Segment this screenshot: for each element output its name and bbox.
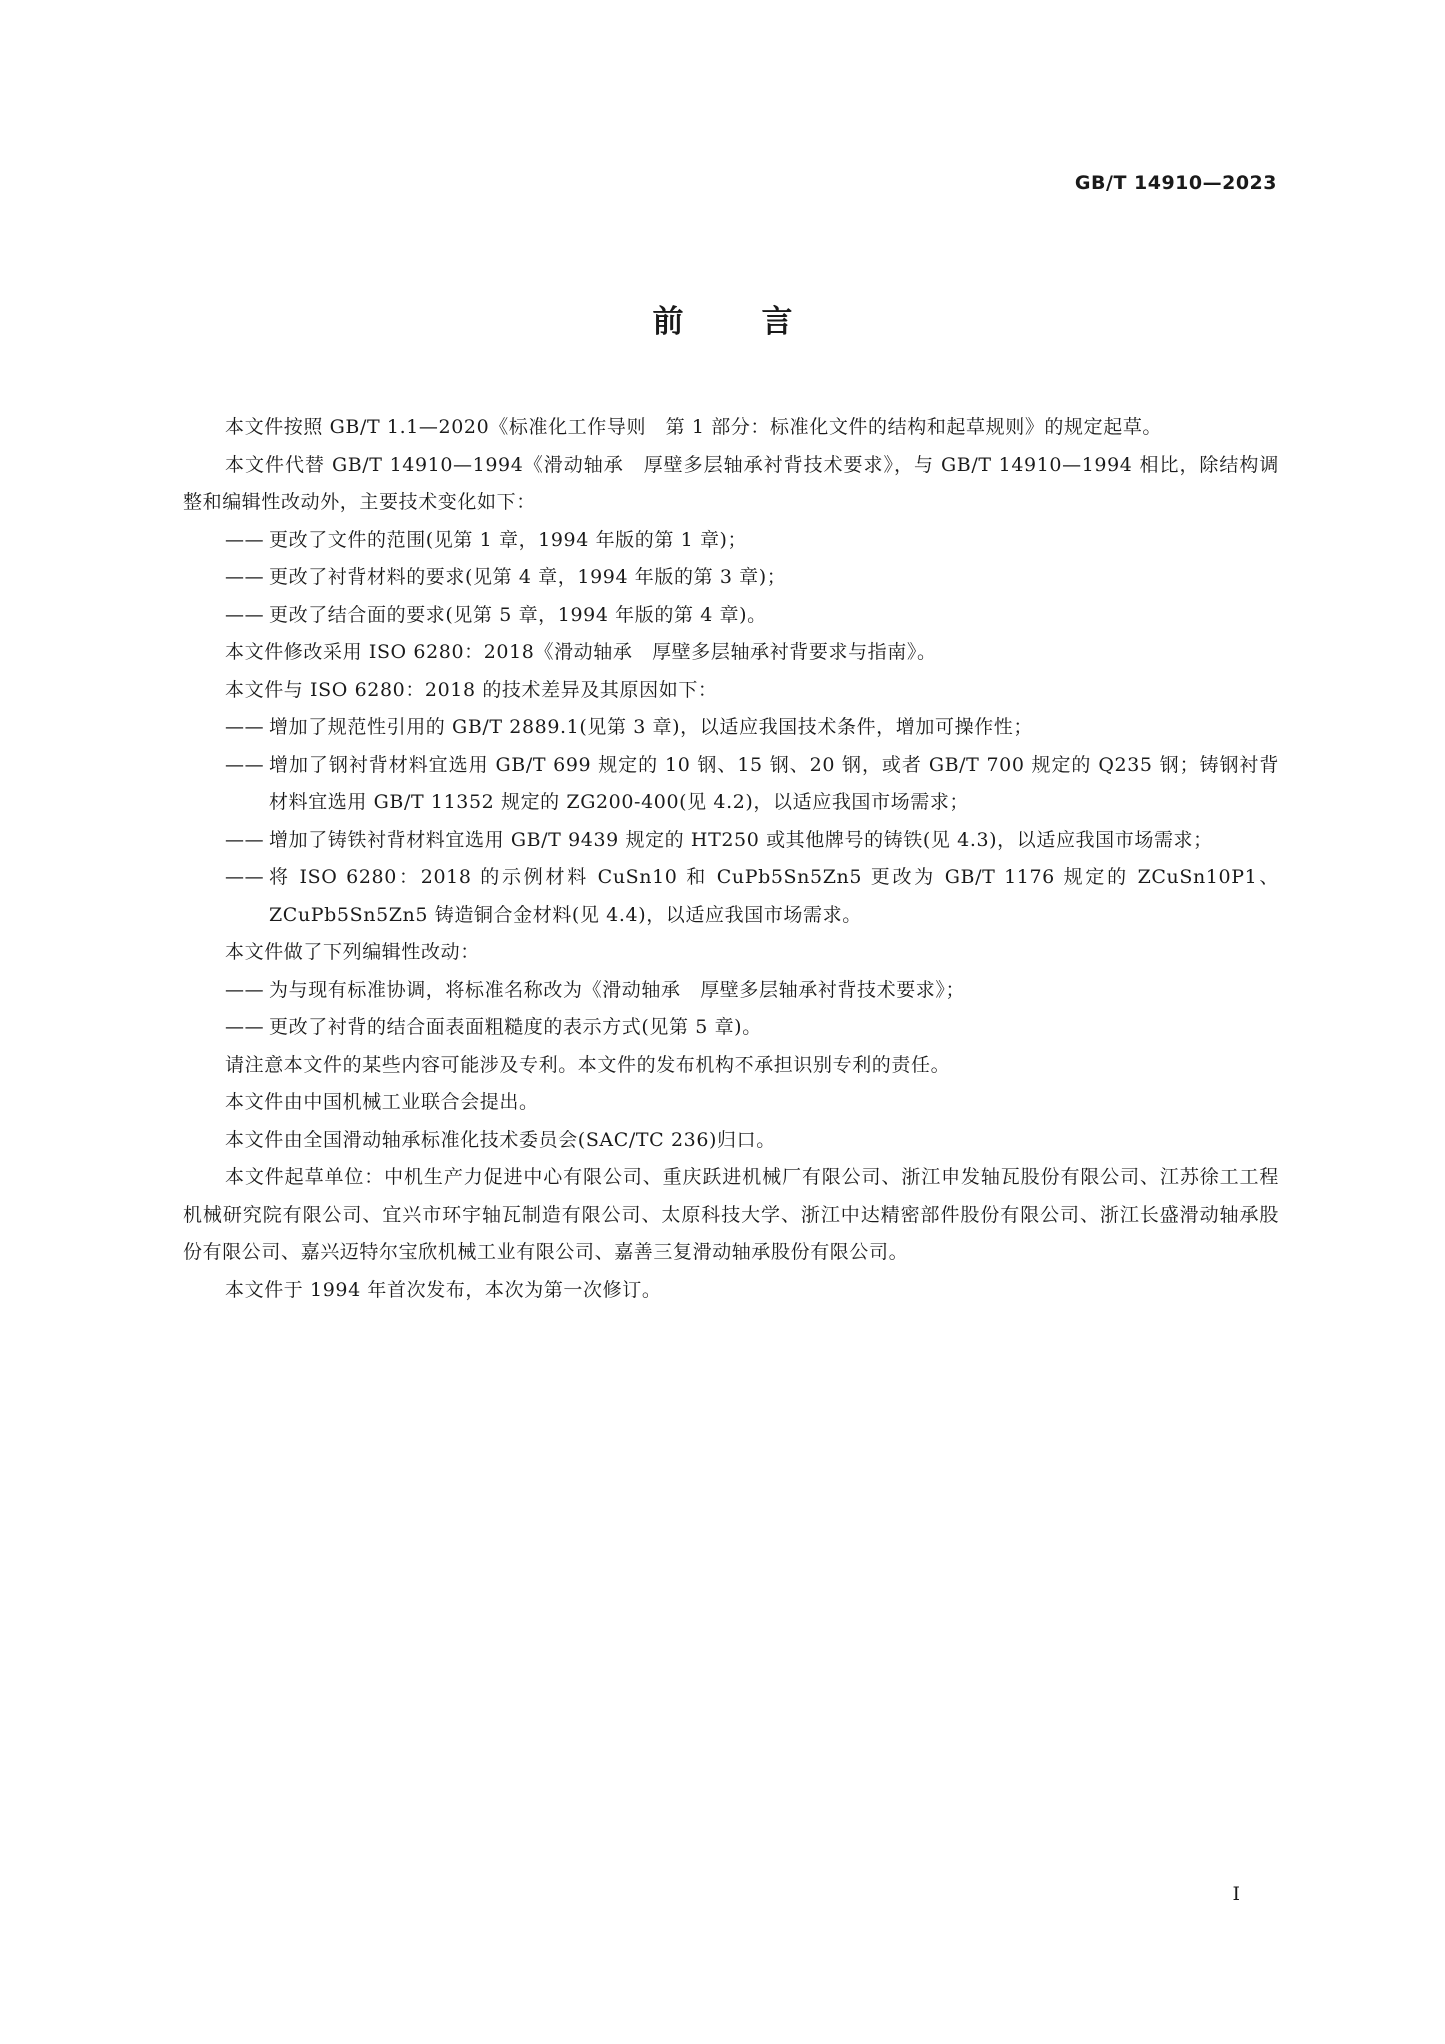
paragraph: 本文件由中国机械工业联合会提出。 [225,1091,539,1113]
list-item [183,1009,1279,1047]
list-item-text: 增加了钢衬背材料宜选用 GB/T 699 规定的 10 钢、15 钢、20 钢，或者 GB/T 700 规定的 Q235 钢；铸钢衬背材料宜选用 GB/T 11352 规定的 ZG200-400(见 4.2)，以适应我国市场需求； [269,753,1279,813]
paragraph: 本文件按照 GB/T 1.1—2020《标准化工作导则 第 1 部分：标准化文件的结构和起草规则》的规定起草。 [225,416,1163,438]
list-item [183,597,1279,635]
list-item [183,859,1279,934]
paragraph: 本文件于 1994 年首次发布，本次为第一次修订。 [225,1278,662,1301]
document-code: GB/T 14910—2023 [1074,172,1277,194]
preface-body [183,409,1279,1309]
dash-marker: —— [225,1016,265,1038]
list-item-text: 增加了铸铁衬背材料宜选用 GB/T 9439 规定的 HT250 或其他牌号的铸铁(见 4.3)，以适应我国市场需求； [269,828,1213,851]
dash-marker: —— [225,566,265,588]
list-item-text: 为与现有标准协调，将标准名称改为《滑动轴承 厚壁多层轴承衬背技术要求》； [269,978,966,1001]
page-title: 前言 [652,304,871,340]
list-item [183,972,1279,1010]
dash-marker: —— [225,978,265,1001]
list-item-text: 增加了规范性引用的 GB/T 2889.1(见第 3 章)，以适应我国技术条件，增加可操作性； [269,716,1033,738]
paragraph: 本文件做了下列编辑性改动： [225,941,480,963]
list-item-text: 更改了衬背材料的要求(见第 4 章，1994 年版的第 3 章)； [269,566,787,588]
paragraph: 本文件代替 GB/T 14910—1994《滑动轴承 厚壁多层轴承衬背技术要求》，与 GB/T 14910—1994 相比，除结构调整和编辑性改动外，主要技术变化如下： [183,453,1279,513]
dash-marker: —— [225,528,265,551]
paragraph: 请注意本文件的某些内容可能涉及专利。本文件的发布机构不承担识别专利的责任。 [225,1053,951,1076]
dash-marker: —— [225,603,265,626]
dash-marker: —— [225,828,265,851]
paragraph: 本文件由全国滑动轴承标准化技术委员会(SAC/TC 236)归口。 [225,1128,776,1151]
list-item [183,522,1279,560]
list-item [183,559,1279,597]
list-item-text: 更改了衬背的结合面表面粗糙度的表示方式(见第 5 章)。 [269,1016,762,1038]
list-item-text: 将 ISO 6280：2018 的示例材料 CuSn10 和 CuPb5Sn5Zn5 更改为 GB/T 1176 规定的 ZCuSn10P1、ZCuPb5Sn5Zn5 铸造铜合金材料(见 4.4)，以适应我国市场需求。 [269,866,1279,926]
dash-marker: —— [225,716,265,738]
list-item-text: 更改了结合面的要求(见第 5 章，1994 年版的第 4 章)。 [269,603,767,626]
page-number: I [1232,1883,1240,1905]
list-item [183,822,1279,860]
list-item [183,709,1279,747]
list-item-text: 更改了文件的范围(见第 1 章，1994 年版的第 1 章)； [269,528,748,551]
list-item [183,747,1279,822]
dash-marker: —— [225,753,265,776]
paragraph: 本文件起草单位：中机生产力促进中心有限公司、重庆跃进机械厂有限公司、浙江申发轴瓦股份有限公司、江苏徐工工程机械研究院有限公司、宜兴市环宇轴瓦制造有限公司、太原科技大学、浙江中达精密部件股份有限公司、浙江长盛滑动轴承股份有限公司、嘉兴迈特尔宝欣机械工业有限公司、嘉善三复滑动轴承股份有限公司。 [183,1166,1279,1263]
paragraph: 本文件与 ISO 6280：2018 的技术差异及其原因如下： [225,678,718,701]
paragraph: 本文件修改采用 ISO 6280：2018《滑动轴承 厚壁多层轴承衬背要求与指南》。 [225,641,937,663]
dash-marker: —— [225,866,265,888]
